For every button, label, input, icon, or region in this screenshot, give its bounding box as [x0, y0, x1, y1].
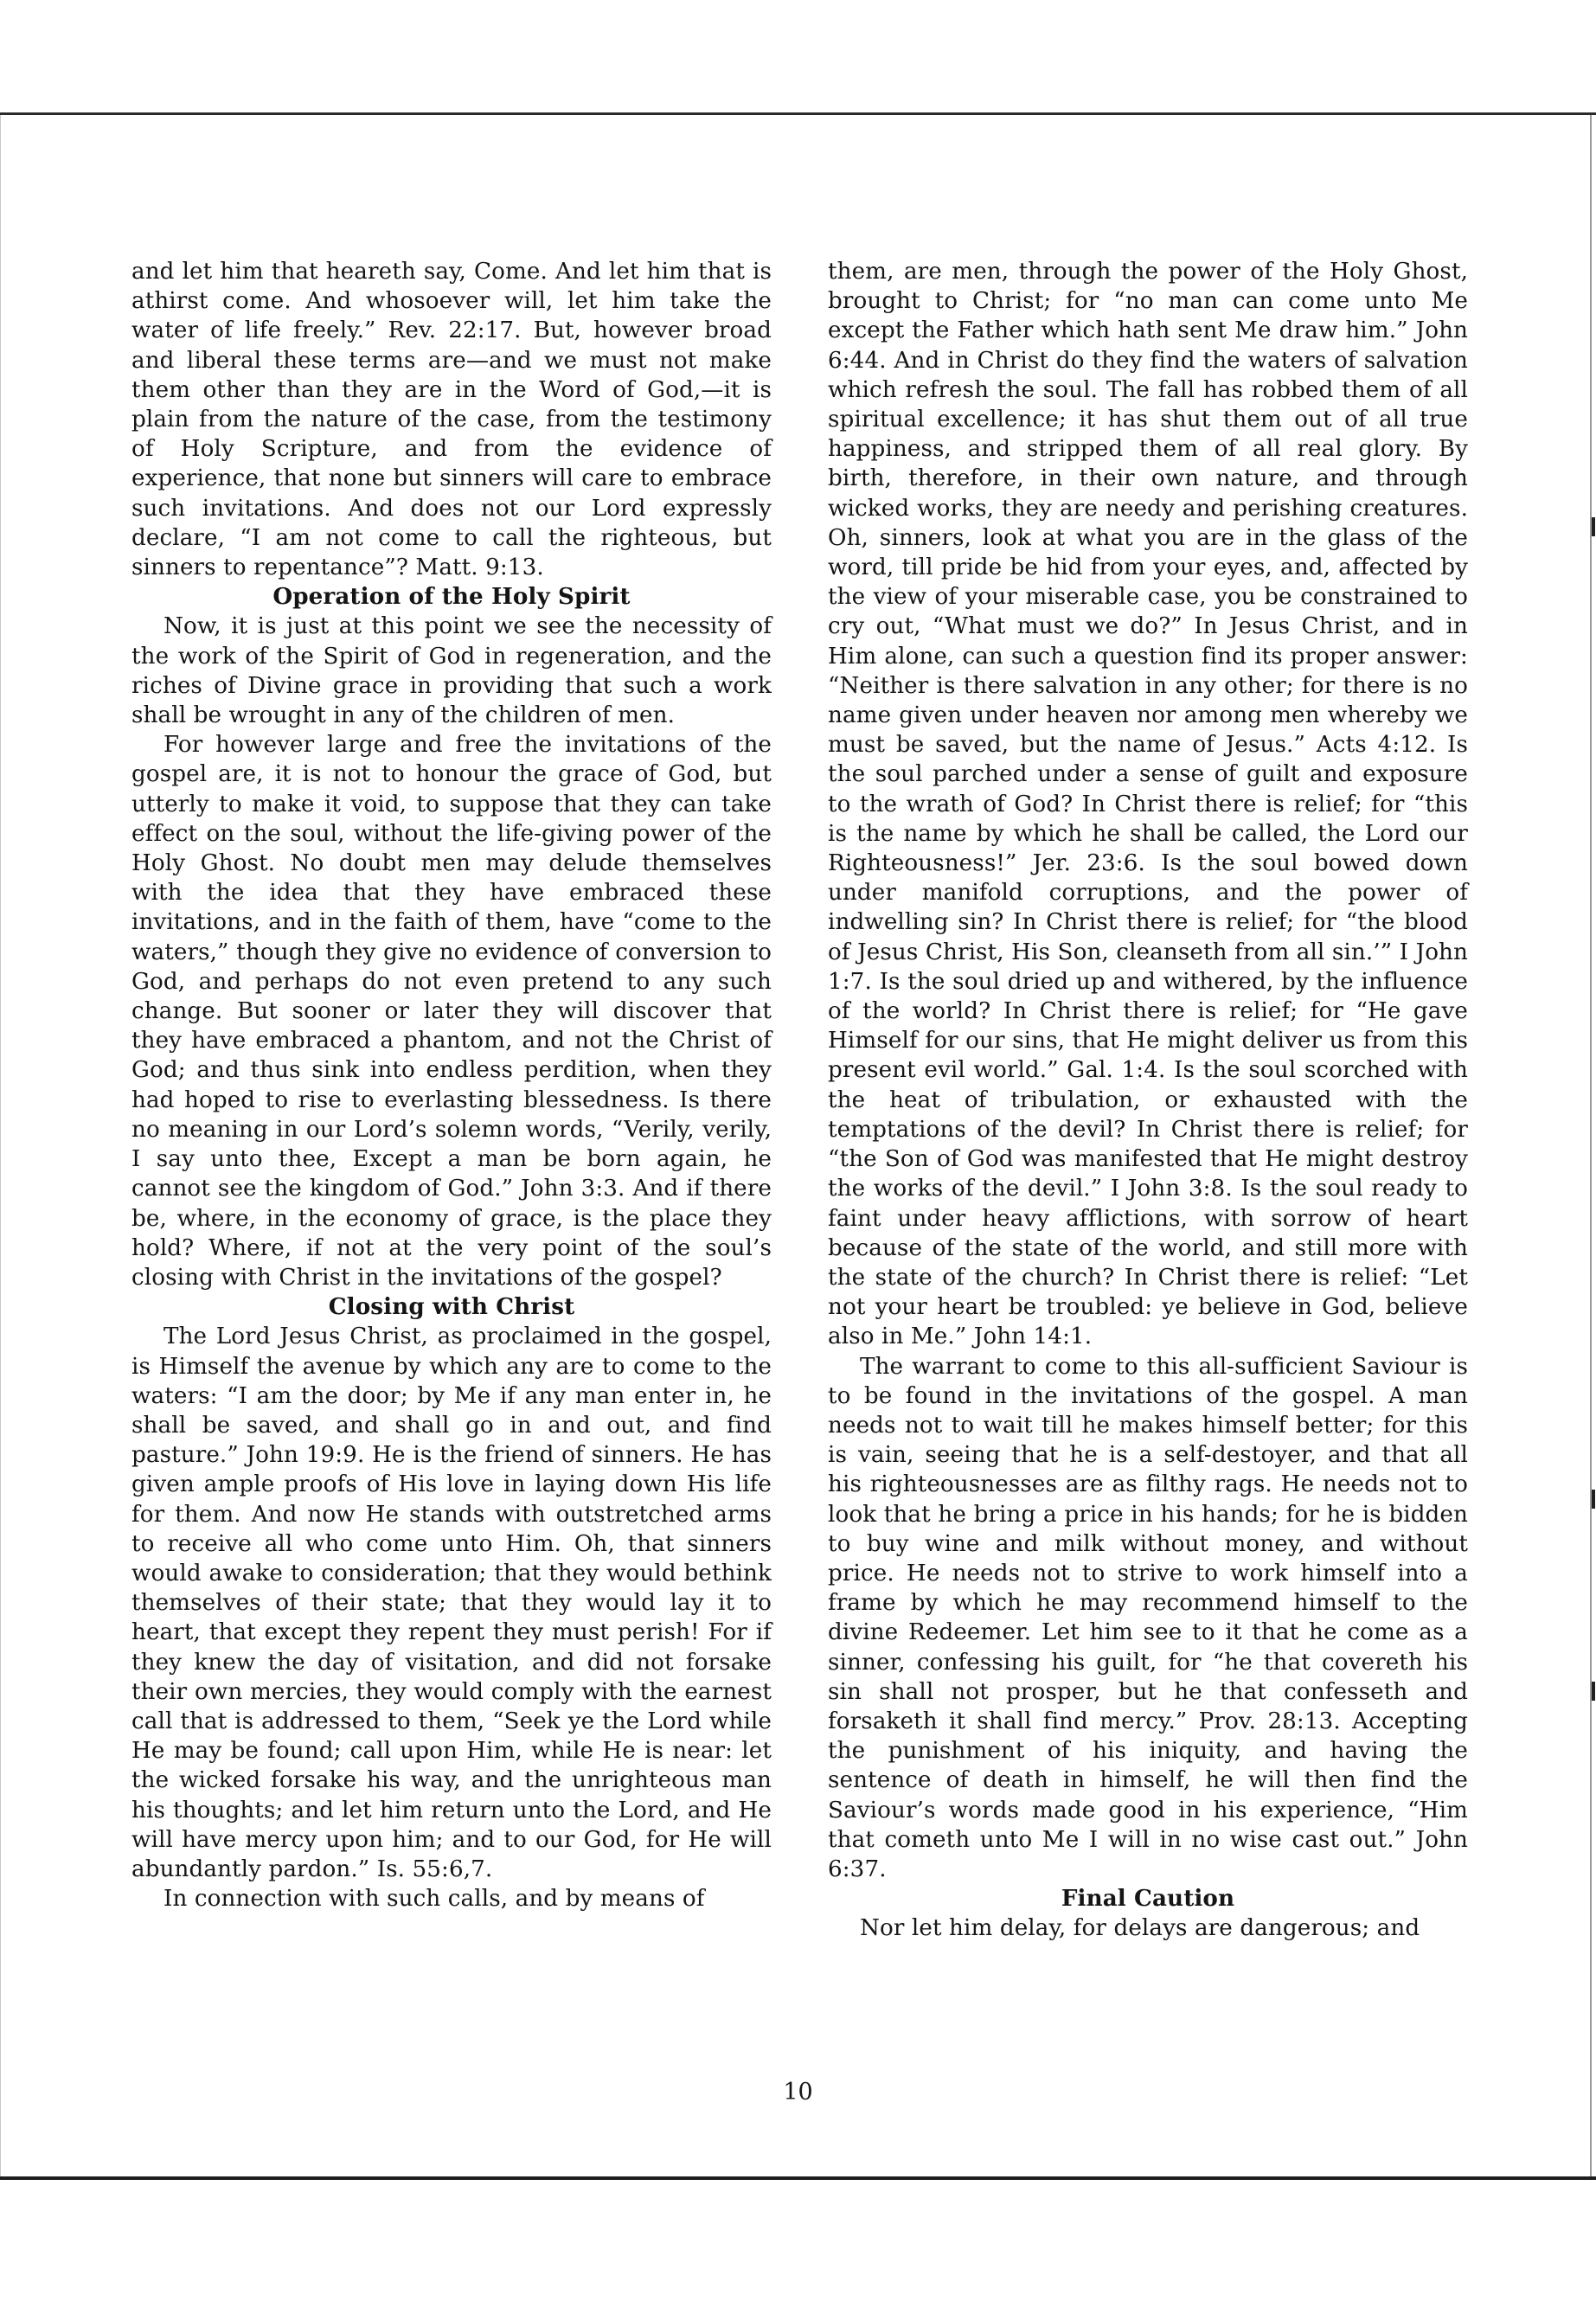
paragraph: Nor let him delay, for delays are dangerous; and — [860, 1915, 1420, 1942]
paragraph: The Lord Jesus Christ, as proclaimed in the gospel, is Himself the avenue by which any are to come to the waters: “I am the door; by Me if any man enter in, he shall be saved, and shall go in and out, and find pasture.” John 19:9. He is the friend of sinners. He has given ample proofs of His love in laying down His life for them. And now He stands with outstretched arms to receive all who come unto Him. Oh, that sinners would awake to consideration; that they would bethink themselves of their state; that they would lay it to heart, that except they repent they must perish! For if they knew the day of visitation, and did not forsake their own mercies, they would comply with the earnest call that is addressed to them, “Seek ye the Lord while He may be found; call upon Him, while He is near: let the wicked forsake his way, and the unrighteous man his thoughts; and let him return unto the Lord, and He will have mercy upon him; and to our God, for He will abundantly pardon.” Is. 55:6,7. — [131, 1324, 772, 1882]
paragraph: Now, it is just at this point we see the necessity of the work of the Spirit of God in regeneration, and the riches of Divine grace in providing that such a work shall be wrought in any of the children of men. — [131, 613, 772, 729]
paragraph: and let him that heareth say, Come. And let him that is athirst come. And whosoever will, let him take the water of life freely.” Rev. 22:17. But, however broad and liberal these terms are—and we must not make them other than they are in the Word of God,—it is plain from the nature of the case, from the testimony of Holy Scripture, and from the evidence of experience, that none but sinners will care to embrace such invitations. And does not our Lord expressly declare, “I am not come to call the righteous, but sinners to repentance”? Matt. 9:13. — [131, 259, 772, 581]
paragraph: them, are men, through the power of the Holy Ghost, brought to Christ; for “no man can come unto Me except the Father which hath sent Me draw him.” John 6:44. And in Christ do they find the waters of salvation which refresh the soul. The fall has robbed them of all spiritual excellence; it has shut them out of all true happiness, and stripped them of all real glory. By birth, therefore, in their own nature, and through wicked works, they are needy and perishing creatures. Oh, sinners, look at what you are in the glass of the word, till pride be hid from your eyes, and, affected by the view of your miserable case, you be constrained to cry out, “What must we do?” In Jesus Christ, and in Him alone, can such a question find its proper answer: “Neither is there salvation in any other; for there is no name given under heaven nor among men whereby we must be saved, but the name of Jesus.” Acts 4:12. Is the soul parched under a sense of guilt and exposure to the wrath of God? In Christ there is relief; for “this is the name by which he shall be called, the Lord our Righteousness!” Jer. 23:6. Is the soul bowed down under manifold corruptions, and the power of indwelling sin? In Christ there is relief; for “the blood of Jesus Christ, His Son, cleanseth from all sin.’” I John 1:7. Is the soul dried up and withered, by the influence of the world? In Christ there is relief; for “He gave Himself for our sins, that He might deliver us from this present evil world.” Gal. 1:4. Is the soul scorched with the heat of tribulation, or exhausted with the temptations of the devil? In Christ there is relief; for “the Son of God was manifested that He might destroy the works of the devil.” I John 3:8. Is the soul ready to faint under heavy afflictions, with sorrow of heart because of the state of the world, and still more with the state of the church? In Christ there is relief: “Let not your heart be troubled: ye believe in God, believe also in Me.” John 14:1. — [828, 259, 1468, 1350]
paragraph: For however large and free the invitations of the gospel are, it is not to honour the grace of God, but utterly to make it void, to suppose that they can take effect on the soul, without the life-giving power of the Holy Ghost. No doubt men may delude themselves with the idea that they have embraced these invitations, and in the faith of them, have “come to the waters,” though they give no evidence of conversion to God, and perhaps do not even pretend to any such change. But sooner or later they will discover that they have embraced a phantom, and not the Christ of God; and thus sink into endless perdition, when they had hoped to rise to everlasting blessedness. Is there no meaning in our Lord’s solemn words, “Verily, verily, I say unto thee, Except a man be born again, he cannot see the kingdom of God.” John 3:3. And if there be, where, in the economy of grace, is the place they hold? Where, if not at the very point of the soul’s closing with Christ in the invitations of the gospel? — [131, 732, 772, 1291]
section-heading: Closing with Christ — [328, 1293, 575, 1321]
right-column — [828, 257, 1468, 1944]
margin-mark — [1592, 1682, 1595, 1701]
left-column — [131, 257, 772, 1913]
margin-mark — [1592, 1490, 1595, 1509]
paragraph: In connection with such calls, and by means of — [163, 1886, 705, 1913]
scan-border-left — [0, 115, 1, 2176]
section-heading: Final Caution — [1061, 1885, 1235, 1913]
scan-border-right — [1590, 115, 1592, 2176]
scan-border-bottom — [0, 2176, 1596, 2180]
scan-border-top — [0, 112, 1596, 115]
margin-mark — [1592, 517, 1595, 536]
paragraph: The warrant to come to this all-sufficient Saviour is to be found in the invitations of the gospel. A man needs not to wait till he makes himself better; for this is vain, seeing that he is a self-destoyer, and that all his righteousnesses are as filthy rags. He needs not to look that he bring a price in his hands; for he is bidden to buy wine and milk without money, and without price. He needs not to strive to work himself into a frame by which he may recommend himself to the divine Redeemer. Let him see to it that he come as a sinner, confessing his guilt, for “he that covereth his sin shall not prosper, but he that confesseth and forsaketh it shall find mercy.” Prov. 28:13. Accepting the punishment of his iniquity, and having the sentence of death in himself, he will then find the Saviour’s words made good in his experience, “Him that cometh unto Me I will in no wise cast out.” John 6:37. — [828, 1353, 1468, 1882]
section-heading: Operation of the Holy Spirit — [272, 583, 631, 611]
page-number: 10 — [783, 2079, 813, 2106]
